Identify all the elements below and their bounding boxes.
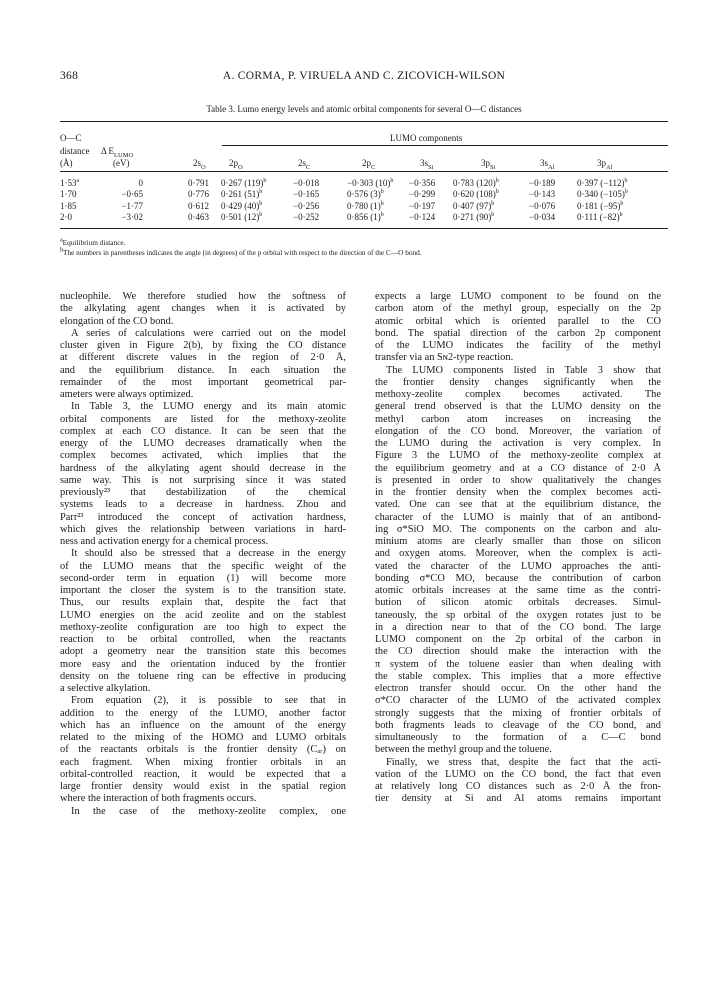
table-header-rule — [60, 171, 668, 172]
text-line: A series of calculations were carried out on the model — [71, 327, 346, 339]
body-column-left — [60, 291, 346, 818]
cell-distance: 2·0 — [60, 211, 72, 222]
cell-3psi: 0·620 $(108)^b$ — [453, 189, 499, 200]
col-2sc: $2s_C$ — [298, 158, 311, 171]
text-line: and oxygen atoms. Moreover, when the complex is acti- — [375, 548, 661, 560]
text-line: nucleophile. We therefore studied how the softness of — [60, 291, 346, 302]
text-line: simultaneously to the formation of a C—C bond — [375, 732, 661, 743]
cell-2so: 0·776 — [188, 189, 209, 200]
cell-delta-e: −3·02 — [121, 211, 143, 222]
text-line: expects a large LUMO component to be found on the — [375, 291, 661, 302]
text-line: previously²³ that destabilization of the chemical — [60, 487, 346, 498]
cell-3psi: 0·783 $(120)^b$ — [453, 178, 499, 188]
header-delta-e: Δ $E_{LUMO}$ — [101, 146, 134, 159]
text-line: energy of the LUMO decreases dramatically when the — [60, 438, 346, 449]
text-line: related to the mixing of the HOMO and LUMO orbitals — [60, 732, 346, 743]
text-line: density on the toluene ring can be effective in producing — [60, 670, 346, 682]
cell-3pal: 0·397 $(-112)^b$ — [577, 178, 628, 188]
text-line: orbital components are listed for the methoxy-zeolite — [60, 413, 346, 425]
col-2so: $2s_O$ — [193, 158, 206, 171]
text-line: vated the character of the LUMO approaches the anti- — [375, 560, 661, 572]
cell-3sal: −0·034 — [529, 211, 556, 222]
text-line: at different discrete values in the region of 2·0 Å, — [60, 352, 346, 364]
text-line: ing σ*SiO MO. The components on the carbon and alu- — [375, 523, 661, 535]
group-header-rule — [222, 145, 668, 146]
cell-2pc: 0·780 $(1)^b$ — [347, 200, 384, 211]
running-head — [60, 70, 668, 86]
text-line: electron transfer should occur. On the other hand the — [375, 683, 661, 694]
text-line: the CO direction should make the interaction with the — [375, 646, 661, 658]
text-line: more easy and the orientation induced by the frontier — [60, 658, 346, 670]
cell-2pc: 0·856 $(1)^b$ — [347, 211, 384, 222]
cell-3sal: −0·189 — [529, 178, 556, 188]
cell-2so: 0·791 — [188, 178, 209, 188]
text-line: which has an influence on the amount of the energy — [60, 719, 346, 731]
text-line: methyl carbon atom increases on increasing the — [375, 413, 661, 425]
cell-2pc: 0·576 $(3)^b$ — [347, 189, 384, 200]
header-lumo-components: LUMO components — [390, 133, 463, 143]
text-line: large frontier density would exist in the spatial region — [60, 781, 346, 792]
text-line: elongation of the CO bond. Moreover, the variation of — [375, 425, 661, 437]
table-row — [60, 178, 668, 189]
table-caption: Table 3. Lumo energy levels and atomic orbital components for several O—C distances — [206, 104, 522, 114]
text-line: hardness of the alkylating agent should decrease in the — [60, 462, 346, 474]
text-line: is presented in order to show qualitatively the changes — [375, 474, 661, 486]
text-line: of the LUMO indicates the facility of the methyl — [375, 340, 661, 351]
text-line: where the interaction of both fragments occurs. — [60, 793, 257, 805]
text-line: same way. This is not surprising since it was stated — [60, 474, 346, 486]
col-3psi: $3p_{Si}$ — [481, 158, 496, 171]
table-row — [60, 201, 668, 212]
text-line: orbital-controlled reaction, it would be expected that a — [60, 768, 346, 780]
cell-3pal: 0·111 $(-82)^b$ — [577, 211, 623, 222]
text-line: Parr²³ introduced the concept of activation hardness, — [60, 511, 346, 523]
cell-distance: 1·70 — [60, 189, 77, 200]
col-3sal: $3s_{Al}$ — [540, 158, 555, 171]
text-line: important the closer the system is to the transition state. — [60, 585, 346, 596]
text-line: general trend observed is that the LUMO density on the — [375, 401, 661, 413]
table-row — [60, 212, 668, 223]
cell-2sc: −0·252 — [293, 211, 320, 222]
text-line: systems leads to a decrease in hardness. Zhou and — [60, 499, 346, 511]
text-line: the equilibrium geometry and at a CO distance of 2·0 Å — [375, 462, 661, 474]
text-line: second-order term in equation (1) will become more — [60, 572, 346, 584]
text-line: Figure 3 the LUMO of the methoxy-zeolite complex at — [375, 450, 661, 462]
text-line: vated. One can see that at the equilibrium distance, the — [375, 499, 661, 511]
footnote-b: $^b$The numbers in parentheses indicates the angle (in degrees) of the p orbital with respect to the direction of the C—O bond. — [60, 247, 422, 257]
text-line: σ*CO character of the LUMO of the activated complex — [375, 695, 661, 707]
text-line: addition to the energy of the LUMO, another factor — [60, 707, 346, 719]
table-body — [60, 178, 668, 223]
cell-3ssi: −0·356 — [409, 178, 436, 188]
table-bottom-rule — [60, 228, 668, 229]
table-row — [60, 189, 668, 200]
col-2po: $2p_O$ — [229, 158, 243, 171]
text-line: methoxy-zeolite configuration are too high to expect the — [60, 621, 346, 633]
cell-2po: 0·261 $(51)^b$ — [221, 189, 263, 200]
cell-2po: 0·501 $(12)^b$ — [221, 211, 263, 222]
text-line: between the methyl group and the toluene. — [375, 744, 552, 756]
text-line: atomic orbital which is oriented parallel to the CO — [375, 315, 661, 327]
text-line: transfer via an Sɴ2-type reaction. — [375, 352, 514, 364]
text-line: cluster given in Figure 2(b), by fixing the CO distance — [60, 340, 346, 351]
text-line: carbon atom of the methyl group, especially on the 2p — [375, 303, 661, 315]
body-column-right — [375, 291, 661, 806]
text-line: elongation of the CO bond. — [60, 315, 174, 327]
cell-3ssi: −0·197 — [409, 200, 436, 211]
header-distance: distance — [60, 146, 90, 156]
text-line: each fragment. When mixing frontier orbitals in an — [60, 756, 346, 768]
header-oc: O—C — [60, 133, 82, 143]
cell-3psi: 0·407 $(97)^b$ — [453, 200, 495, 211]
text-line: in a direction near to that of the CO bond. The large — [375, 621, 661, 633]
text-line: In Table 3, the LUMO energy and its main atomic — [71, 401, 346, 413]
header-angstrom: (Å) — [60, 158, 73, 168]
text-line: Finally, we stress that, despite the fact that the acti- — [386, 756, 661, 768]
text-line: adopt a geometry near the transition state this becomes — [60, 646, 346, 658]
text-line: the frontier density changes significantly when the — [375, 376, 661, 388]
col-3ssi: $3s_{Si}$ — [420, 158, 434, 171]
text-line: Thus, our results explain that, despite the fact that — [60, 597, 346, 609]
text-line: It should also be stressed that a decrease in the energy — [71, 548, 346, 560]
text-line: From equation (2), it is possible to see that in — [71, 695, 346, 707]
text-line: and the equilibrium distance. In each situation the — [60, 364, 346, 376]
text-line: remainder of the most important geometrical par- — [60, 376, 346, 388]
cell-distance: 1·85 — [60, 200, 77, 211]
header-ev: (eV) — [113, 158, 130, 168]
text-line: the alkylating agent changes when it is activated by — [60, 303, 346, 315]
cell-3sal: −0·076 — [529, 200, 556, 211]
cell-2pc: −0·303 $(10)^b$ — [347, 178, 394, 188]
text-line: LUMO component on the 2p orbital of the carbon in — [375, 634, 661, 645]
footnote-a: $^a$Equilibrium distance. — [60, 237, 126, 247]
text-line: in the frontier density when the complex becomes acti- — [375, 487, 661, 498]
text-line: at relatively long CO distances such as 2·0 Å the fron- — [375, 781, 661, 792]
cell-distance: $1\cdot 53^a$ — [60, 178, 80, 188]
text-line: of the reactants orbitals is the frontier density (Cₐᵣ) on — [60, 744, 346, 756]
col-3pal: $3p_{Al}$ — [597, 158, 613, 171]
text-line: π system of the toluene easier than when dealing with — [375, 658, 661, 670]
text-line: ness and activation energy for a chemical process. — [60, 536, 269, 547]
cell-2po: 0·267 $(119)^b$ — [221, 178, 267, 188]
cell-3ssi: −0·299 — [409, 189, 436, 200]
text-line: a selective alkylation. — [60, 683, 151, 694]
text-line: complex at each CO distance. It can be seen that the — [60, 425, 346, 437]
text-line: the stable complex. This implies that a more effective — [375, 670, 661, 682]
text-line: complex becomes activated, which implies that the — [60, 450, 346, 462]
text-line: The LUMO components listed in Table 3 show that — [386, 364, 661, 376]
page-number: 368 — [60, 70, 79, 82]
text-line: strongly suggests that the mixing of frontier orbitals of — [375, 707, 661, 719]
text-line: tier density at Si and Al atoms remains important — [375, 793, 661, 805]
text-line: methoxy-zeolite complex becomes activated. The — [375, 389, 661, 400]
text-line: character of the LUMO is mainly that of an antibond- — [375, 511, 661, 523]
cell-3pal: 0·340 $(-105)^b$ — [577, 189, 628, 200]
cell-3ssi: −0·124 — [409, 211, 436, 222]
text-line: vation of the LUMO on the CO bond, the fact that even — [375, 768, 661, 780]
cell-2so: 0·463 — [188, 211, 209, 222]
table-footnotes — [60, 238, 668, 258]
text-line: bond. The spatial direction of the carbon 2p component — [375, 327, 661, 339]
text-line: LUMO energies on the acid zeolite and on the stablest — [60, 609, 346, 621]
text-line: In the case of the methoxy-zeolite complex, one — [71, 805, 346, 817]
running-head-authors: A. CORMA, P. VIRUELA AND C. ZICOVICH-WILSON — [222, 70, 506, 82]
cell-2po: 0·429 $(40)^b$ — [221, 200, 263, 211]
text-line: of the LUMO means that the specific weight of the — [60, 560, 346, 572]
text-line: taneously, the sp orbital of the oxygen rotates just to be — [375, 609, 661, 621]
text-line: both fragments leads to cleavage of the CO bond, and — [375, 719, 661, 731]
cell-delta-e: 0 — [138, 178, 143, 188]
cell-2sc: −0·165 — [293, 189, 320, 200]
text-line: atomic orbitals increases at the same time as the contri- — [375, 585, 661, 596]
cell-2so: 0·612 — [188, 200, 209, 211]
text-line: reaction to be orbital controlled, when the reactants — [60, 634, 346, 645]
text-line: bution of silicon atomic orbitals decreases. Simul- — [375, 597, 661, 609]
text-line: the LUMO during the activation is very complex. In — [375, 438, 661, 449]
text-line: ameters were always optimized. — [60, 389, 194, 400]
text-line: minium atoms are clearly smaller than those on silicon — [375, 536, 661, 547]
col-2pc: $2p_C$ — [362, 158, 376, 171]
cell-delta-e: −1·77 — [121, 200, 143, 211]
cell-2sc: −0·256 — [293, 200, 320, 211]
cell-2sc: −0·018 — [293, 178, 320, 188]
cell-3sal: −0·143 — [529, 189, 556, 200]
cell-delta-e: −0·65 — [121, 189, 143, 200]
cell-3pal: 0·181 $(-95)^b$ — [577, 200, 624, 211]
table-top-rule — [60, 121, 668, 122]
text-line: bonding σ*CO MO, because the contribution of carbon — [375, 572, 661, 584]
cell-3psi: 0·271 $(90)^b$ — [453, 211, 495, 222]
text-line: which gives the relationship between variations in hard- — [60, 523, 346, 535]
